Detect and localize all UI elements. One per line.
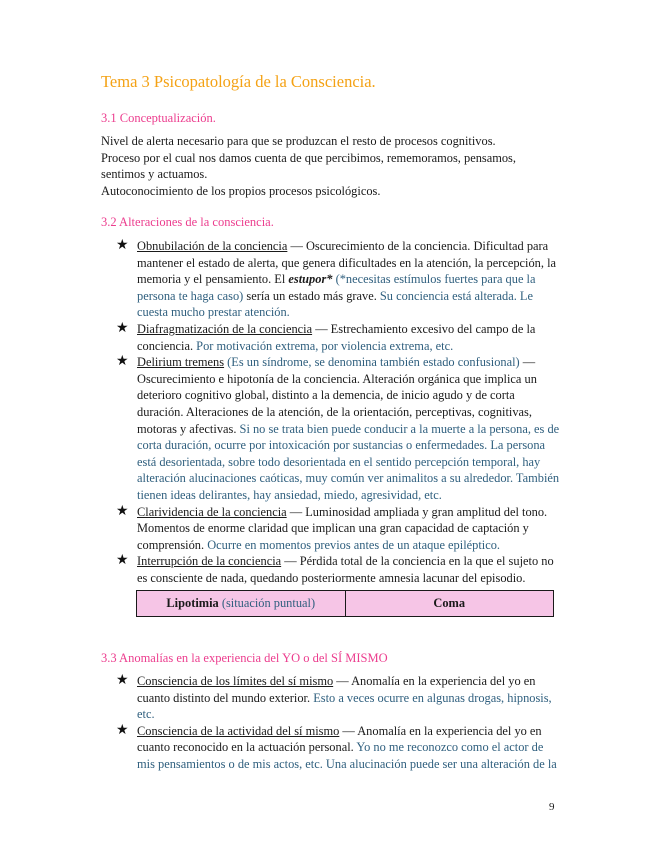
body-line: Nivel de alerta necesario para que se produzcan el resto de procesos cognitivos.	[101, 134, 496, 148]
list-item	[101, 354, 561, 503]
table-row	[137, 591, 554, 617]
item-text: — Oscurecimiento de la conciencia. Dificultad para mantener el estado de alerta, que genera dificultades en la atención, la percepción, la memoria y el pensamiento. El	[137, 239, 557, 287]
item-text: — Pérdida total de la conciencia en la que el sujeto no es consciente de nada, quedando posteriormente amnesia lacunar del episodio.	[137, 554, 554, 585]
comparison-table	[136, 590, 554, 617]
cell-bold-text: Coma	[433, 596, 466, 610]
item-note: Yo no me reconozco como el actor de mis pensamientos o de mis actos, etc. Una alucinación puede ser una alteración de la	[137, 740, 557, 771]
item-note: Esto a veces ocurre en algunas drogas, hipnosis, etc.	[137, 690, 552, 722]
star-bullet-icon: ★	[116, 673, 129, 688]
item-term: Clarividencia de la conciencia	[137, 504, 287, 519]
item-note: Ocurre en momentos previos antes de un ataque epiléptico.	[207, 537, 501, 552]
page-title: Tema 3 Psicopatología de la Consciencia.	[101, 72, 376, 91]
item-term: Obnubilación de la conciencia	[137, 239, 288, 253]
star-bullet-icon: ★	[116, 722, 129, 738]
section-heading-3-3: 3.3 Anomalías en la experiencia del YO o del SÍ MISMO	[101, 651, 388, 665]
item-text: sería un estado más grave.	[243, 288, 380, 303]
item-term: Consciencia de la actividad del sí mismo	[137, 723, 340, 738]
item-text: — Anomalía en la experiencia del yo en cuanto distinto del mundo exterior.	[137, 674, 536, 705]
list-item	[101, 504, 561, 554]
item-text: — Oscurecimiento e hipotonía de la conciencia. Alteración orgánica que implica un deterioro cognitivo global, distinto a la demencia, de inicio agudo y de corta duración. Alteraciones de la atención, de la orientación, perceptivas, cognitivas, motoras y afectivas.	[137, 355, 537, 436]
page-number: 9	[549, 801, 555, 813]
item-term: Diafragmatización de la conciencia	[137, 321, 313, 336]
item-emphasis: estupor*	[288, 272, 333, 287]
star-bullet-icon: ★	[116, 238, 129, 253]
star-bullet-icon: ★	[116, 354, 129, 370]
body-line: Proceso por el cual nos damos cuenta de que percibimos, rememoramos, pensamos, sentimos y actuamos.	[101, 150, 516, 182]
item-term: Delirium tremens	[137, 355, 225, 370]
list-item	[101, 553, 561, 586]
section-heading-3-2: 3.2 Alteraciones de la consciencia.	[101, 215, 274, 229]
star-bullet-icon: ★	[116, 553, 129, 569]
cell-note-text: (situación puntual)	[218, 596, 316, 610]
item-text: — Estrechamiento excesivo del campo de la conciencia.	[137, 321, 536, 353]
item-note: (*necesitas estímulos fuertes para que la persona te haga caso)	[137, 272, 536, 303]
star-bullet-icon: ★	[116, 503, 129, 519]
section-heading-3-1: 3.1 Conceptualización.	[101, 111, 216, 125]
item-text: — Anomalía en la experiencia del yo en cuanto reconocido en la actuación personal.	[137, 723, 542, 755]
cell-bold-text: Lipotimia	[166, 596, 219, 610]
self-anomalies-list	[101, 673, 561, 773]
item-note: (Es un síndrome, se denomina también estado confusional)	[224, 355, 520, 370]
item-term: Consciencia de los límites del sí mismo	[137, 674, 334, 688]
list-item	[101, 723, 561, 773]
item-term: Interrupción de la conciencia	[137, 554, 282, 569]
item-note: Si no se trata bien puede conducir a la muerte a la persona, es de corta duración, ocurre por intoxicación por sustancias o enfermedades. La persona está desorientada, sobre todo desorientada en el sentido percepción temporal, hay alteración alucinaciones caóticas, muy común ver animalitos a su alrededor. También tienen ideas delirantes, hay ansiedad, miedo, agresividad, etc.	[137, 421, 560, 502]
section-3-1-body	[101, 133, 561, 199]
table-cell-lipotimia	[137, 591, 346, 617]
item-note: Por motivación extrema, por violencia extrema, etc.	[196, 338, 454, 353]
list-item	[101, 238, 561, 321]
alterations-list	[101, 238, 561, 586]
body-line: Autoconocimiento de los propios procesos psicológicos.	[101, 183, 381, 198]
item-text: — Luminosidad ampliada y gran amplitud del tono. Momentos de enorme claridad que implican una gran capacidad de captación y comprensión.	[137, 504, 548, 552]
list-item	[101, 321, 561, 354]
list-item	[101, 673, 561, 723]
star-bullet-icon: ★	[116, 320, 129, 336]
item-note: Su conciencia está alterada. Le cuesta mucho prestar atención.	[137, 288, 533, 320]
table-cell-coma	[345, 591, 554, 617]
